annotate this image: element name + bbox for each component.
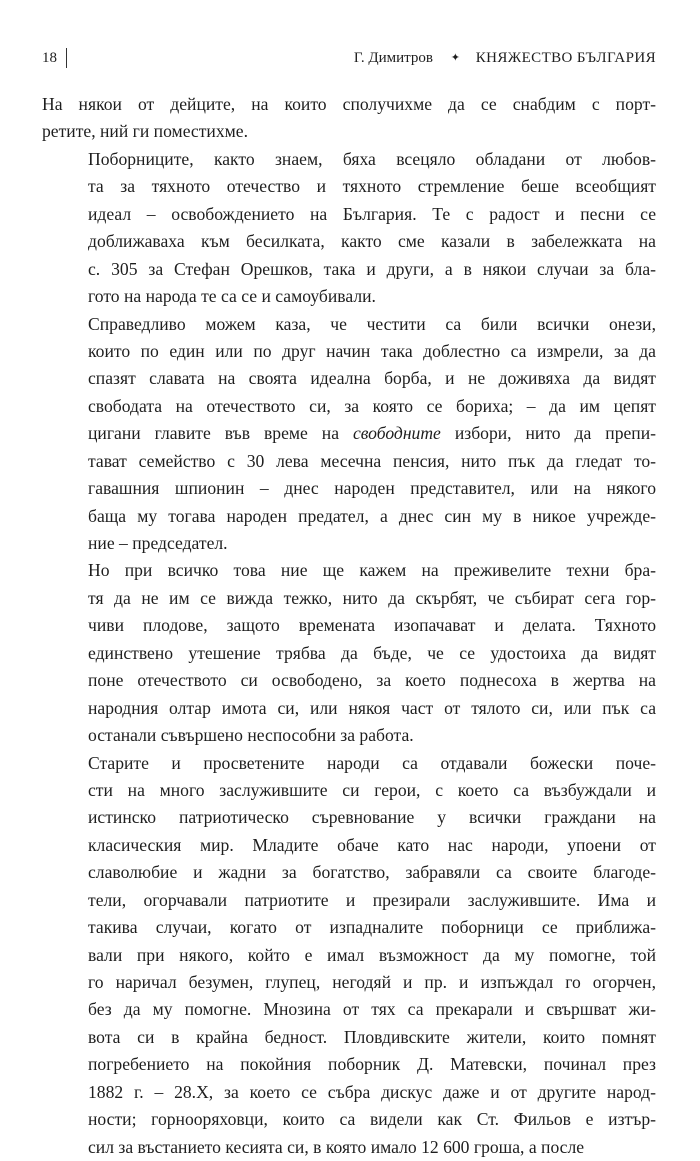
text-line: На някои от дейците, на които сполучихме да се снабдим с порт- xyxy=(42,91,656,118)
ornament-diamond-icon: ✦ xyxy=(451,44,460,72)
text-line: спазят славата на своята идеална борба, и не доживяха да видят xyxy=(42,365,656,392)
text-line: народния олтар имота си, или някоя част от тялото си, или пък са xyxy=(42,695,656,722)
text-line: баща му тогава народен предател, а днес син му в никое учрежде- xyxy=(42,503,656,530)
paragraph xyxy=(42,311,656,558)
text-line: доближаваха към бесилката, както сме казали в забележката на xyxy=(42,228,656,255)
body-text xyxy=(42,91,656,1161)
text-line: Старите и просветените народи са отдавали божески поче- xyxy=(42,750,656,777)
text-line: гавашния шпионин – днес народен представител, или на някого xyxy=(42,475,656,502)
text-line: Поборниците, както знаем, бяха всецяло обладани от любов- xyxy=(42,146,656,173)
paragraph xyxy=(42,557,656,749)
text-line: които по един или по друг начин така доблестно са измрели, за да xyxy=(42,338,656,365)
text-line: Но при всичко това ние ще кажем на преживелите техни бра- xyxy=(42,557,656,584)
text-line: 1882 г. – 28.Х, за което се събра дискус даже и от другите народ- xyxy=(42,1079,656,1106)
text-line: тели, огорчавали патриотите и презирали заслужившите. Има и xyxy=(42,887,656,914)
text-line: та за тяхното отечество и тяхното стремление беше всеобщият xyxy=(42,173,656,200)
text-line: го наричал безумен, глупец, негодяй и пр. и изпъждал го огорчен, xyxy=(42,969,656,996)
text-line: погребението на покойния поборник Д. Матевски, починал през xyxy=(42,1051,656,1078)
text-line: сил за въстанието кесията си, в която имало 12 600 гроша, а после xyxy=(42,1134,656,1161)
text-line: тават семейство с 30 лева месечна пенсия, нито пък да гледат то- xyxy=(42,448,656,475)
text-line: Справедливо можем каза, че честити са били всички онези, xyxy=(42,311,656,338)
running-head xyxy=(42,44,656,72)
text-line: единствено утешение трябва да бъде, че се удостоиха да видят xyxy=(42,640,656,667)
paragraph xyxy=(42,750,656,1161)
running-head-title: КНЯЖЕСТВО БЪЛГАРИЯ xyxy=(476,50,656,66)
text-line: вали при някого, който е имал възможност да му помогне, той xyxy=(42,942,656,969)
text-line: идеал – освобождението на България. Те с радост и песни се xyxy=(42,201,656,228)
text-line: ретите, ний ги поместихме. xyxy=(42,118,656,145)
text-line: ности; горнооряховци, които са видели как Ст. Фильов е изтър- xyxy=(42,1106,656,1133)
text-line: останали съвършено неспособни за работа. xyxy=(42,722,656,749)
text-line: славолюбие и жадни за богатство, забравяли са своите благоде- xyxy=(42,859,656,886)
text-line: класическия мир. Младите обаче като нас народи, упоени от xyxy=(42,832,656,859)
emphasis: свободните xyxy=(353,423,441,443)
page-number: 18 xyxy=(42,44,63,72)
text-line: без да му помогне. Мнозина от тях са прекарали и свършват жи- xyxy=(42,996,656,1023)
running-head-right xyxy=(354,44,656,73)
text-line: тя да не им се вижда тежко, нито да скърбят, че събират сега гор- xyxy=(42,585,656,612)
text-line: ние – председател. xyxy=(42,530,656,557)
text-line: истинско патриотическо съревнование у всички граждани на xyxy=(42,804,656,831)
text-line: такива случаи, когато от изпадналите поборници се приближа- xyxy=(42,914,656,941)
running-head-author: Г. Димитров xyxy=(354,50,433,66)
paragraph xyxy=(42,146,656,311)
text-line: с. 305 за Стефан Орешков, така и други, а в някои случаи за бла- xyxy=(42,256,656,283)
text-line: сти на много заслужившите си герои, с което са възбуждали и xyxy=(42,777,656,804)
text-line: чиви плодове, защото времената изопачават и делата. Тяхното xyxy=(42,612,656,639)
text-line: гото на народа те са се и самоубивали. xyxy=(42,283,656,310)
book-page xyxy=(42,0,656,1075)
paragraph xyxy=(42,91,656,146)
text-line: цигани главите във време на свободните избори, нито да препи- xyxy=(42,420,656,447)
text-line: свободата на отечеството си, за която се бориха; – да им цепят xyxy=(42,393,656,420)
text-line: поне отечеството си освободено, за което поднесоха в жертва на xyxy=(42,667,656,694)
folio-rule xyxy=(66,48,67,68)
text-line: вота си в крайна бедност. Пловдивските жители, които помнят xyxy=(42,1024,656,1051)
